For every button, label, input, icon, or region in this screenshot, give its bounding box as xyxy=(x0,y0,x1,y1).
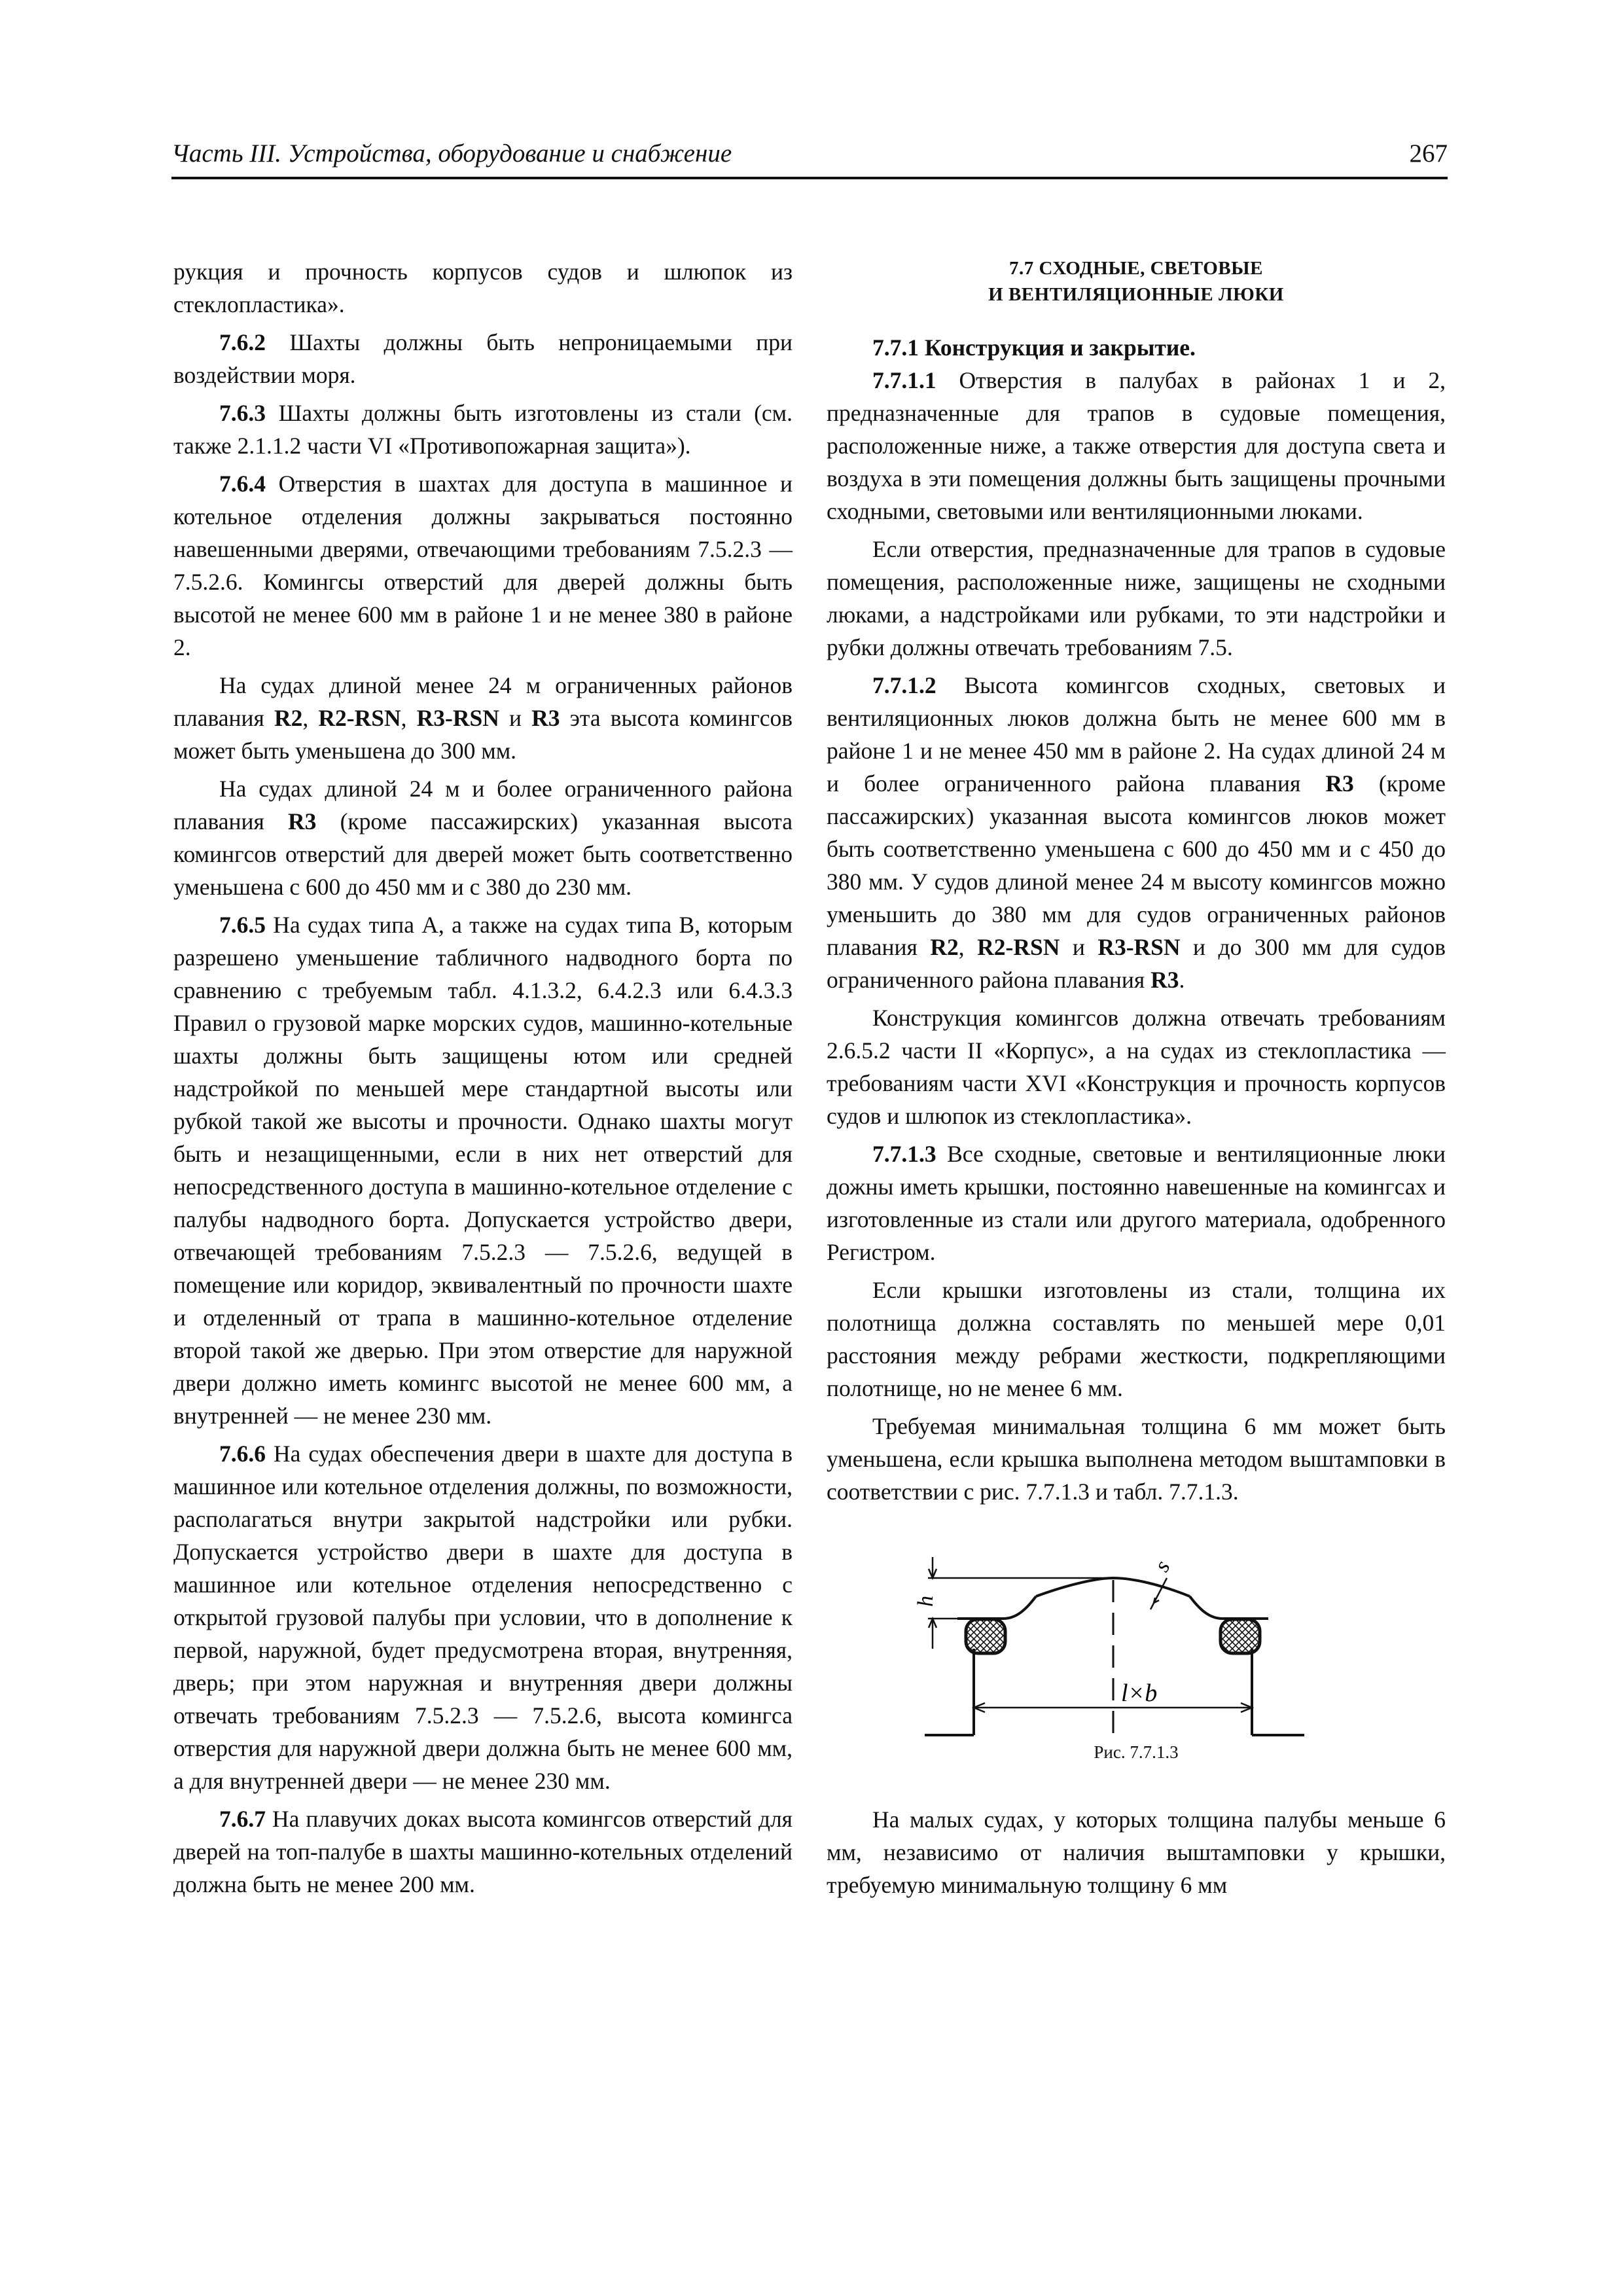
paragraph: Требуемая минимальная толщина 6 мм может быть уменьшена, если крышка выполнена методом выштамповки в соответствии с рис. 7.7.1.3 и табл. 7.7.1.3. xyxy=(827,1413,1446,1505)
label-s: s xyxy=(1149,1556,1175,1576)
cover-flange-right xyxy=(1190,1596,1268,1619)
paragraph: На судах длиной менее 24 м ограниченных районов плавания R2, R2-RSN, R3-RSN и R3 эта высота комингсов может быть уменьшена до 300 мм. xyxy=(173,672,793,764)
label-h: h xyxy=(914,1596,938,1607)
right-column xyxy=(827,255,1446,1901)
paragraph: рукция и прочность корпусов судов и шлюпок из стеклопластика». xyxy=(173,259,793,317)
paragraph: Если крышки изготовлены из стали, толщина их полотнища должна составлять по меньшей мере 0,01 расстояния между ребрами жесткости, подкрепляющими полотнище, но не менее 6 мм. xyxy=(827,1277,1446,1401)
clause-number: 7.6.7 xyxy=(219,1806,266,1832)
paragraph: Конструкция комингсов должна отвечать требованиям 2.6.5.2 части II «Корпус», а на судах из стеклопластика — требованиям части XVI «Конструкция и прочность корпусов судов и шлюпок из стеклопластика». xyxy=(827,1005,1446,1129)
paragraph-7-7-1-3: 7.7.1.3 Все сходные, световые и вентиляционные люки дожны иметь крышки, постоянно навешенные на комингсах и изготовленные из стали или другого материала, одобренного Регистром. xyxy=(827,1141,1446,1265)
figure-caption: Рис. 7.7.1.3 xyxy=(1094,1742,1179,1762)
hatch-cover-diagram xyxy=(905,1544,1363,1740)
clause-number: 7.6.5 xyxy=(219,912,266,938)
clause-number: 7.6.6 xyxy=(219,1441,266,1467)
running-title: Часть III. Устройства, оборудование и снабжение xyxy=(171,139,732,168)
paragraph-7-6-5: 7.6.5 На судах типа А, а также на судах типа В, которым разрешено уменьшение табличного надводного борта по сравнению с требуемым табл. 4.1.3.2, 6.4.2.3 или 6.4.3.3 Правил о грузовой марке морских судов, машинно-котельные шахты должны быть защищены ютом или средней надстройкой по меньшей мере стандартной высоты или рубкой такой же высоты и прочности. Однако шахты могут быть и незащищенными, если в них нет отверстий для непосредственного доступа в машинно-котельное отделение с палубы надводного борта. Допускается устройство двери, отвечающей требованиям 7.5.2.3 — 7.5.2.6, ведущей в помещение или коридор, эквивалентный по прочности шахте и отделенный от трапа в машинно-котельное отделение второй такой же дверью. При этом отверстие для наружной двери должно иметь комингс высотой не менее 600 мм, а внутренней — не менее 230 мм. xyxy=(173,912,793,1429)
gasket-right xyxy=(1221,1619,1260,1653)
header-rule xyxy=(171,177,1448,179)
paragraph-7-6-2: 7.6.2 Шахты должны быть непроницаемыми при воздействии моря. xyxy=(173,329,793,388)
clause-number: 7.7.1.3 xyxy=(872,1141,936,1167)
gasket-left xyxy=(966,1619,1005,1653)
clause-number: 7.6.3 xyxy=(219,400,266,426)
paragraph-7-6-6: 7.6.6 На судах обеспечения двери в шахте для доступа в машинное или котельное отделения должны, по возможности, располагаться внутри закрытой надстройки или рубки. Допускается устройство двери в шахте для доступа в машинное или котельное отделения непосредственно с открытой грузовой палубы при условии, что в дополнение к первой, наружной, будет предусмотрена вторая, внутренняя, дверь; при этом наружная и внутренняя двери должны отвечать требованиям 7.5.2.3 — 7.5.2.6, высота комингса отверстия для наружной двери должна быть не менее 600 мм, а для внутренней двери — не менее 230 мм. xyxy=(173,1441,793,1794)
clause-number: 7.7.1.1 xyxy=(872,367,936,393)
paragraph: Если отверстия, предназначенные для трапов в судовые помещения, расположенные ниже, защищены не сходными люками, а надстройками или рубками, то эти надстройки и рубки должны отвечать требованиям 7.5. xyxy=(827,536,1446,660)
paragraph-7-7-1-2: 7.7.1.2 Высота комингсов сходных, световых и вентиляционных люков должна быть не менее 600 мм в районе 1 и не менее 450 мм в районе 2. На судах длиной 24 м и более ограниченного района плавания R3 (кроме пассажирских) указанная высота комингсов люков может быть соответственно уменьшена с 600 до 450 мм и с 450 до 380 мм. У судов длиной менее 24 м высоту комингсов можно уменьшить до 380 мм для судов ограниченных районов плавания R2, R2-RSN и R3-RSN и до 300 мм для судов ограниченного района плавания R3. xyxy=(827,672,1446,993)
paragraph: На малых судах, у которых толщина палубы меньше 6 мм, независимо от наличия выштамповки у крышки, требуемую минимальную толщину 6 мм xyxy=(827,1806,1446,1898)
clause-number: 7.7.1.2 xyxy=(872,672,936,698)
paragraph-7-7-1-1: 7.7.1.1 Отверстия в палубах в районах 1 и 2, предназначенные для трапов в судовые помещения, расположенные ниже, а также отверстия для доступа света и воздуха в эти помещения должны быть защищены прочными сходными, световыми или вентиляционными люками. xyxy=(827,367,1446,524)
clause-number: 7.6.2 xyxy=(219,329,266,355)
label-lxb: l×b xyxy=(1121,1679,1158,1707)
cover-flange-left xyxy=(957,1596,1036,1619)
subsection-heading: 7.7.1 Конструкция и закрытие. xyxy=(872,334,1196,361)
figure-7-7-1-3 xyxy=(827,1544,1446,1740)
left-column xyxy=(173,255,793,1901)
clause-number: 7.6.4 xyxy=(219,471,266,497)
paragraph-7-6-3: 7.6.3 Шахты должны быть изготовлены из стали (см. также 2.1.1.2 части VI «Противопожарная защита»). xyxy=(173,400,793,459)
section-title: 7.7 СХОДНЫЕ, СВЕТОВЫЕ И ВЕНТИЛЯЦИОННЫЕ ЛЮКИ xyxy=(988,258,1284,305)
page-header xyxy=(171,139,1448,178)
paragraph-7-6-4: 7.6.4 Отверстия в шахтах для доступа в машинное и котельное отделения должны закрываться постоянно навешенными дверями, отвечающими требованиям 7.5.2.3 — 7.5.2.6. Комингсы отверстий для дверей должны быть высотой не менее 600 мм в районе 1 и не менее 380 в районе 2. xyxy=(173,471,793,660)
page-number: 267 xyxy=(1409,139,1448,168)
paragraph-7-6-7: 7.6.7 На плавучих доках высота комингсов отверстий для дверей на топ-палубе в шахты машинно-котельных отделений должна быть не менее 200 мм. xyxy=(173,1806,793,1897)
paragraph: На судах длиной 24 м и более ограниченного района плавания R3 (кроме пассажирских) указанная высота комингсов отверстий для дверей может быть соответственно уменьшена с 600 до 450 мм и с 380 до 230 мм. xyxy=(173,776,793,900)
